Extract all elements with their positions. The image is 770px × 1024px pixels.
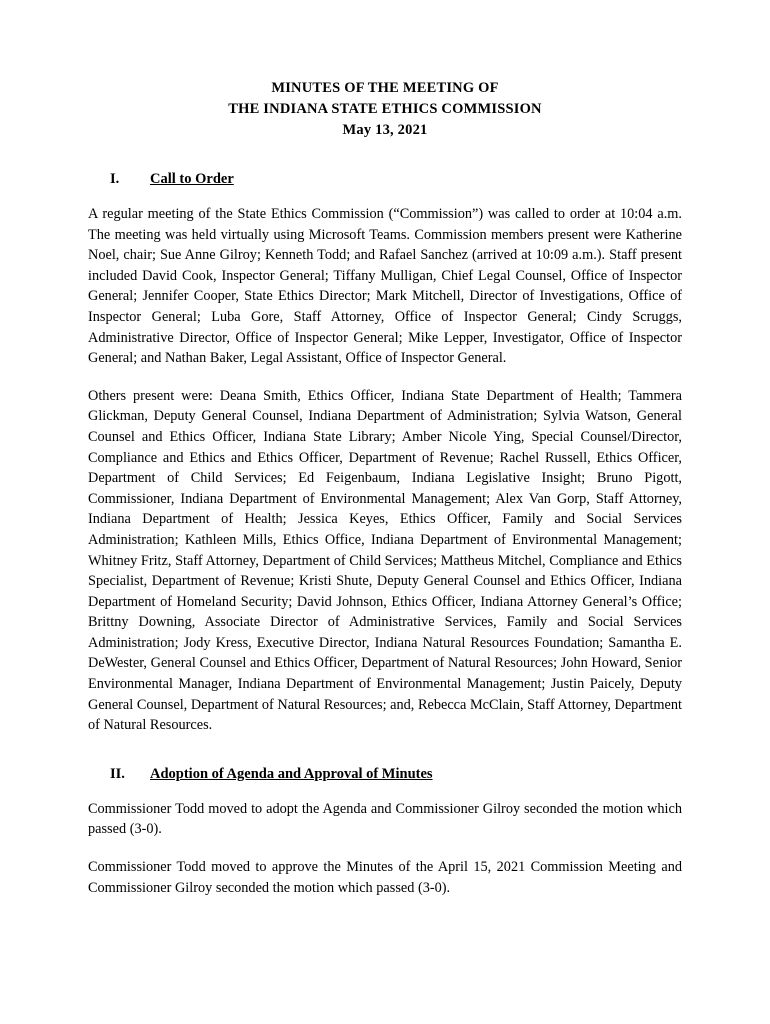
section-numeral: II. — [110, 765, 125, 782]
title-line-3: May 13, 2021 — [342, 122, 428, 138]
title-line-1: MINUTES OF THE MEETING OF — [271, 80, 499, 96]
paragraph: Commissioner Todd moved to adopt the Agenda and Commissioner Gilroy seconded the motion which passed (3-0). — [88, 800, 682, 838]
section-adoption-of-agenda — [88, 766, 682, 898]
paragraph: Commissioner Todd moved to approve the Minutes of the April 15, 2021 Commission Meeting and Commissioner Gilroy seconded the motion which passed (3-0). — [88, 859, 682, 896]
title-line-2: THE INDIANA STATE ETHICS COMMISSION — [228, 101, 542, 117]
paragraph: A regular meeting of the State Ethics Commission (“Commission”) was called to order at 10:04 a.m. The meeting was held virtually using Microsoft Teams. Commission members present were Katherine Noel, chair; Sue Anne Gilroy; Kenneth Todd; and Rafael Sanchez (arrived at 10:09 a.m.). Staff present included David Cook, Inspector General; Tiffany Mulligan, Chief Legal Counsel, Office of Inspector General; Jennifer Cooper, State Ethics Director; Mark Mitchell, Director of Investigations, Office of Inspector General; Luba Gore, Staff Attorney, Office of Inspector General; Cindy Scruggs, Administrative Director, Office of Inspector General; Mike Lepper, Investigator, Office of Inspector General; and Nathan Baker, Legal Assistant, Office of Inspector General. — [88, 206, 682, 367]
section-heading — [88, 171, 682, 188]
section-call-to-order — [88, 171, 682, 736]
section-heading — [88, 766, 682, 783]
paragraph: Others present were: Deana Smith, Ethics Officer, Indiana State Department of Health; Tammera Glickman, Deputy General Counsel, Indiana Department of Administration; Sylvia Watson, General Counsel and Ethics Officer, Indiana State Library; Amber Nicole Ying, Special Counsel/Director, Compliance and Ethics and Ethics Officer, Department of Revenue; Rachel Russell, Ethics Officer, Department of Child Services; Ed Feigenbaum, Indiana Legislative Insight; Bruno Pigott, Commissioner, Indiana Department of Environmental Management; Alex Van Gorp, Staff Attorney, Indiana Department of Health; Jessica Keyes, Ethics Officer, Family and Social Services Administration; Kathleen Mills, Ethics Office, Indiana Department of Environmental Management; Whitney Fritz, Staff Attorney, Department of Child Services; Mattheus Mitchel, Compliance and Ethics Specialist, Department of Revenue; Kristi Shute, Deputy General Counsel and Ethics Officer, Indiana Department of Homeland Security; David Johnson, Ethics Officer, Indiana Attorney General’s Office; Brittny Downing, Associate Director of Administrative Services, Family and Social Services Administration; Jody Kress, Executive Director, Indiana Natural Resources Foundation; Samantha E. DeWester, General Counsel and Ethics Officer, Department of Natural Resources; John Howard, Senior Environmental Manager, Indiana Department of Environmental Management; Justin Paicely, Deputy General Counsel, Department of Natural Resources; and, Rebecca McClain, Staff Attorney, Department of Natural Resources. — [88, 387, 682, 734]
section-numeral: I. — [110, 171, 120, 187]
section-title: Adoption of Agenda and Approval of Minutes — [150, 765, 433, 782]
section-title: Call to Order — [150, 171, 234, 187]
document-title — [88, 78, 682, 141]
